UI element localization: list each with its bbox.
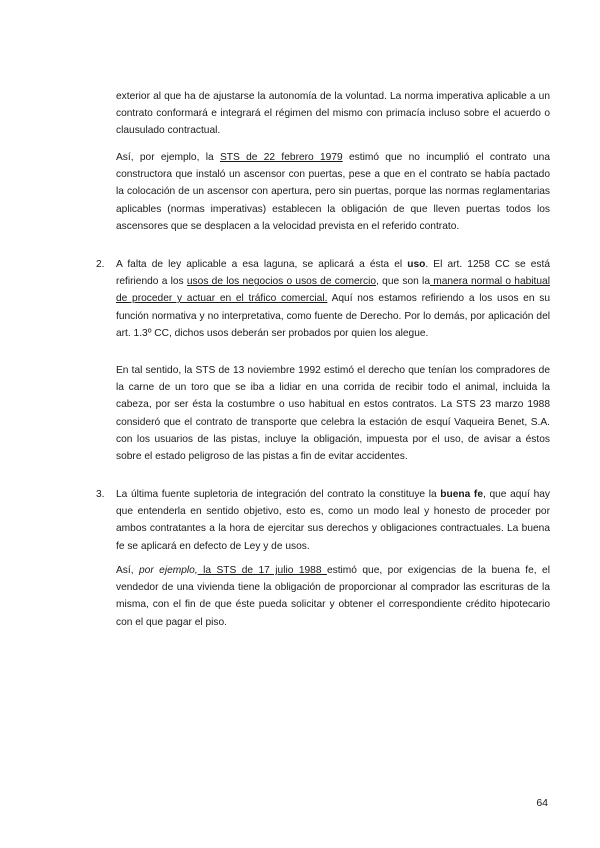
paragraph-text: A falta de ley aplicable a esa laguna, se aplicará a ésta el	[116, 259, 408, 270]
list-number: 2.	[96, 259, 105, 270]
bold-term-buena-fe: buena fe	[440, 489, 483, 500]
paragraph-text: Así, por ejemplo, la	[116, 152, 220, 163]
list-number: 3.	[96, 489, 105, 500]
paragraph-text: Aquí nos estamos refiriendo a los usos en su función normativa y no interpretativa, como fuente de Derecho. Por lo demás, por aplicación del art. 1.3º CC, dichos usos deberán ser probados por quien los alegue.	[116, 293, 550, 339]
paragraph-text: estimó que, por exigencias de la buena fe, el vendedor de una vivienda tiene la obligación de proporcionar al comprador las escrituras de la misma, con el fin de que éste pueda solicitar y obtener el correspondiente crédito hipotecario con el que pagar el piso.	[116, 565, 550, 628]
paragraph-example-housing	[116, 562, 550, 631]
sts-1979-reference: STS de 22 febrero 1979	[219, 152, 343, 163]
bold-term-uso: uso	[407, 259, 426, 270]
paragraph-text: La última fuente supletoria de integración del contrato la constituye la	[116, 489, 441, 500]
paragraph-text: exterior al que ha de ajustarse la autonomía de la voluntad. La norma imperativa aplicable a un contrato conformará e integrará el régimen del mismo con primacía incluso sobre el acuerdo o clausulado contractual.	[116, 91, 550, 137]
italic-por-ejemplo: por ejemplo,	[139, 565, 198, 576]
underlined-term-manera-normal: manera normal o habitual de proceder y actuar en el tráfico comercial.	[116, 276, 550, 305]
paragraph-example-elevator	[116, 149, 550, 235]
paragraph-text: En tal sentido, la STS de 13 noviembre 1992 estimó el derecho que tenían los compradores de la carne de un toro que se iba a lidiar en una corrida de recibir todo el animal, incluida la cabeza, por ser ésta la costumbre o uso habitual en estos contratos. La STS 23 marzo 1988 consideró que el contrato de transporte que celebra la estación de esquí Vaqueira Benet, S.A. con los usuarios de las pistas, incluye la obligación, impuesta por el uso, de avisar a éstos sobre el estado peligroso de las pistas a fin de evitar accidentes.	[116, 365, 550, 463]
paragraph-text: . El art. 1258 CC se está refiriendo a los	[116, 259, 550, 288]
underlined-term-usos: usos de los negocios o usos de comercio	[186, 276, 377, 288]
paragraph-text: , que son la	[376, 276, 430, 288]
paragraph-imperative-norm	[116, 88, 550, 140]
paragraph-text: Así,	[116, 565, 139, 576]
page-number: 64	[536, 797, 548, 809]
list-item-usage	[116, 256, 550, 342]
list-item-good-faith	[116, 486, 550, 555]
paragraph-example-bull	[116, 362, 550, 465]
sts-1988-reference: la STS de 17 julio 1988	[197, 565, 327, 576]
paragraph-text: estimó que no incumplió el contrato una constructora que instaló un ascensor con puertas, pese a que en el contrato se había pactado la colocación de un ascensor con apertura, pero sin puertas, porque las normas reglamentarias aplicables (normas imperativas) establecen la obligación de que lleven puertas todos los ascensores que se desplacen a la velocidad prevista en el referido contrato.	[116, 152, 550, 232]
paragraph-text: , que aquí hay que entenderla en sentido objetivo, esto es, como un modo leal y honesto de proceder por ambos contratantes a la hora de ejercitar sus derechos y obligaciones contractuales. La buena fe se aplicará en defecto de Ley y de usos.	[116, 489, 550, 552]
